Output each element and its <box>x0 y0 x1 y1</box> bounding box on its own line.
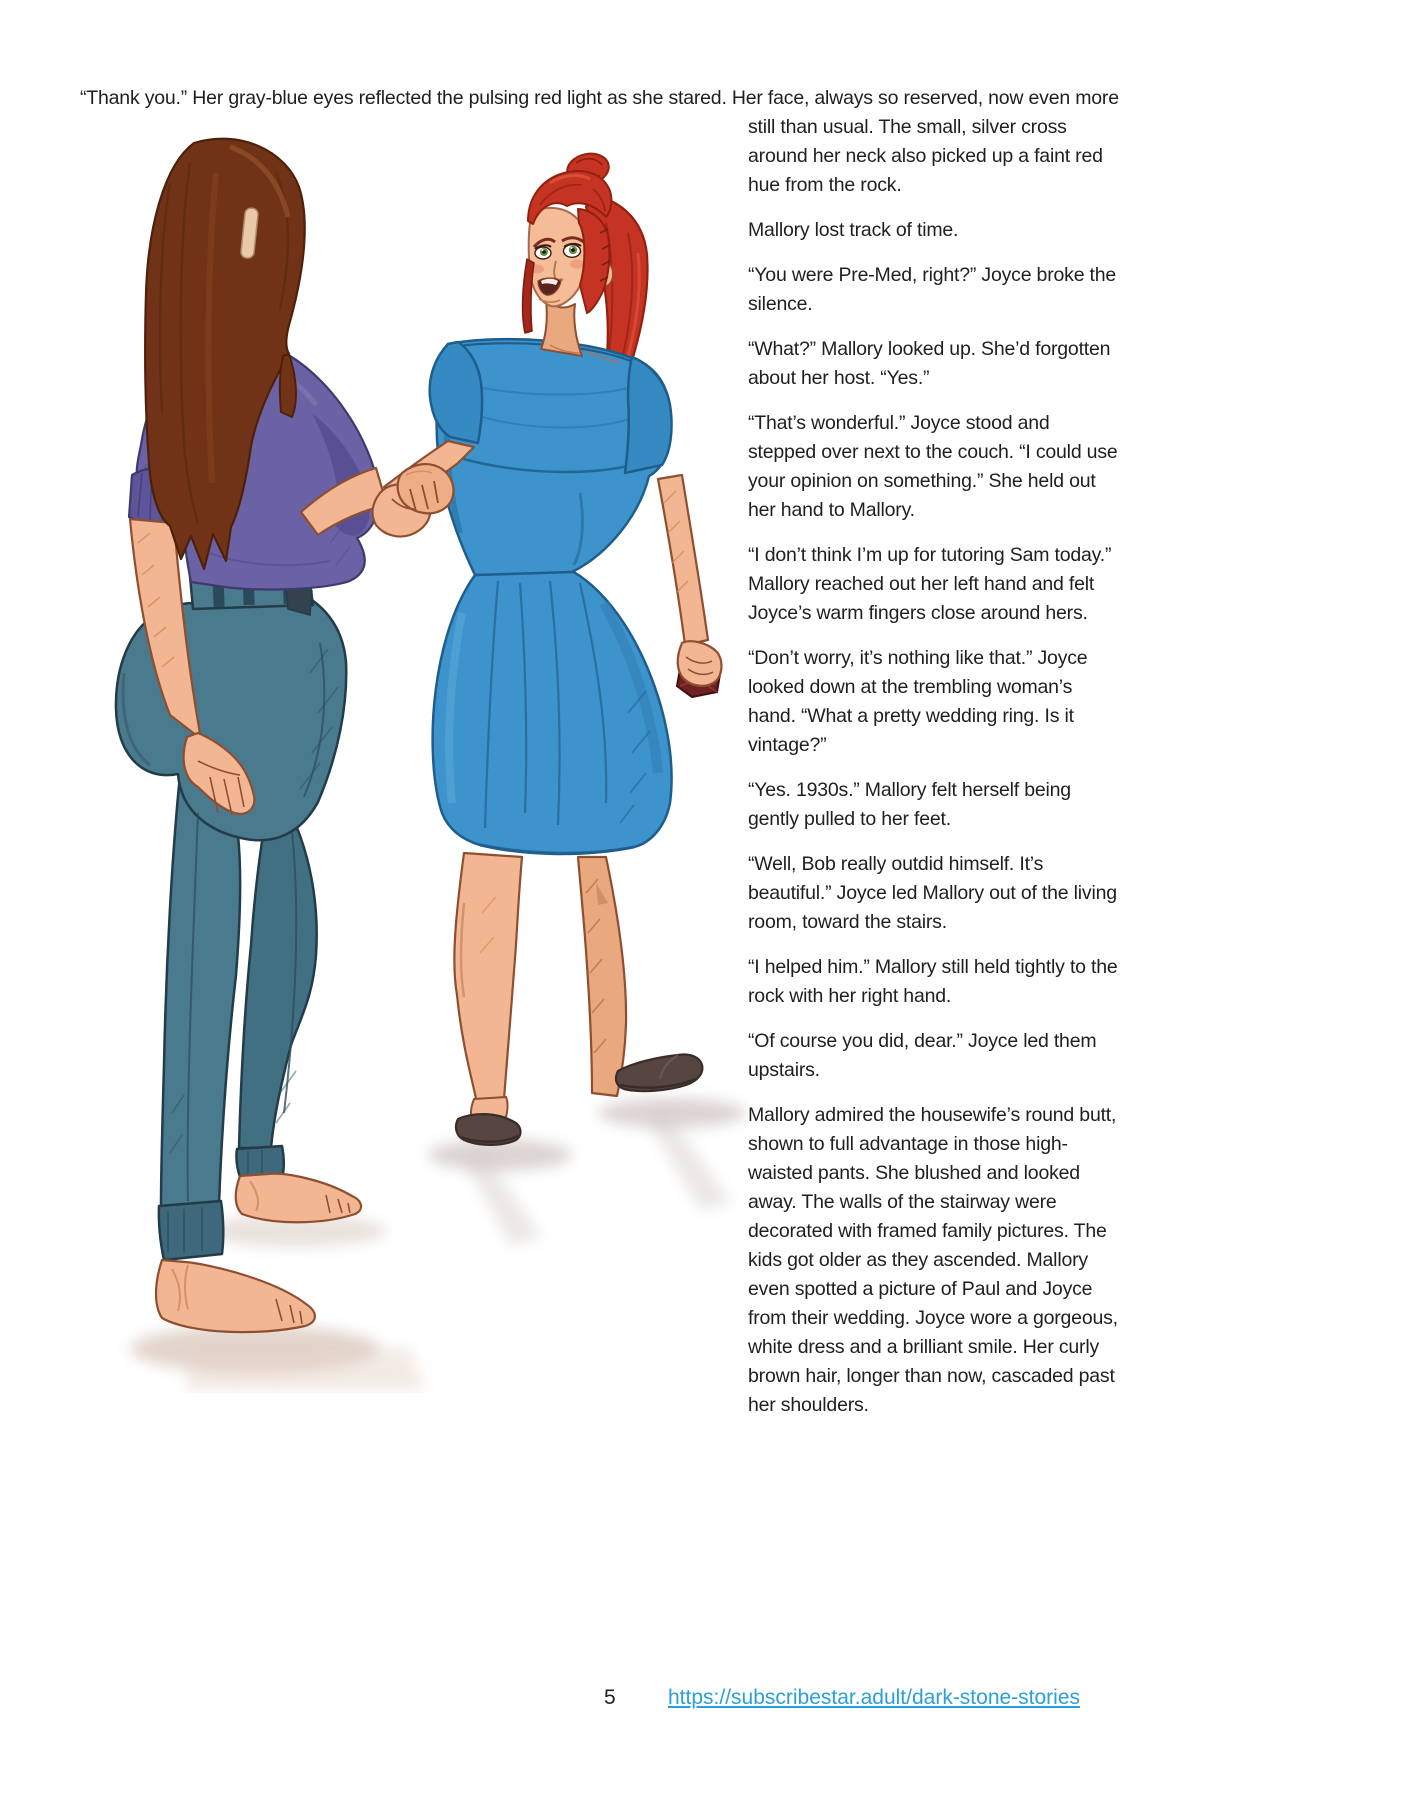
story-paragraph: “You were Pre-Med, right?” Joyce broke the silence. <box>748 264 1117 315</box>
legs <box>454 853 626 1103</box>
arm-with-rock <box>658 475 722 697</box>
subscribestar-link[interactable]: https://subscribestar.adult/dark-stone-stories <box>668 1686 1081 1709</box>
jean-cuff-far <box>236 1146 283 1177</box>
story-paragraph: “I don’t think I’m up for tutoring Sam today.” Mallory reached out her left hand and felt Joyce’s warm fingers close around hers. <box>748 544 1112 624</box>
two-women-illustration <box>80 113 748 1393</box>
right-sleeve <box>625 357 672 473</box>
story-paragraph: Mallory admired the housewife’s round butt, shown to full advantage in those high-waisted pants. She blushed and looked away. The walls of the stairway were decorated with framed family pictures. The kids got older as they ascended. Mallory even spotted a picture of Paul and Joyce from their wedding. Joyce wore a gorgeous, white dress and a brilliant smile. Her curly brown hair, longer than now, cascaded past her shoulders. <box>748 1104 1118 1416</box>
page-number: 5 <box>604 1686 616 1709</box>
story-paragraph: “That’s wonderful.” Joyce stood and stepped over next to the couch. “I could use your opinion on something.” She held out her hand to Mallory. <box>748 412 1118 521</box>
woman-red-dress <box>384 150 722 1145</box>
blue-dress-skirt <box>433 571 672 854</box>
clasped-hands <box>373 464 454 536</box>
story-paragraph: “Yes. 1930s.” Mallory felt herself being gently pulled to her feet. <box>748 779 1071 830</box>
story-paragraph: Mallory lost track of time. <box>748 219 959 241</box>
story-paragraph: “Of course you did, dear.” Joyce led them upstairs. <box>748 1030 1097 1081</box>
story-paragraph: “Don’t worry, it’s nothing like that.” Joyce looked down at the trembling woman’s hand. “What a pretty wedding ring. Is it vintage?” <box>748 647 1088 756</box>
story-paragraph: “I helped him.” Mallory still held tightly to the rock with her right hand. <box>748 956 1118 1007</box>
story-illustration <box>80 113 748 1393</box>
story-paragraph: “Well, Bob really outdid himself. It’s beautiful.” Joyce led Mallory out of the living room, toward the stairs. <box>748 853 1117 933</box>
story-text <box>80 84 1120 1436</box>
woman-brown-hair <box>116 139 387 1332</box>
jeans <box>116 568 346 1260</box>
page-footer <box>0 1684 1402 1724</box>
story-paragraph: “What?” Mallory looked up. She’d forgotten about her host. “Yes.” <box>748 338 1111 389</box>
story-paragraph: “Thank you.” Her gray-blue eyes reflected the pulsing red light as she stared. Her face, always so reserved, now even more still than usual. The small, silver cross around her neck also picked up a faint red hue from the rock. <box>80 87 1119 196</box>
